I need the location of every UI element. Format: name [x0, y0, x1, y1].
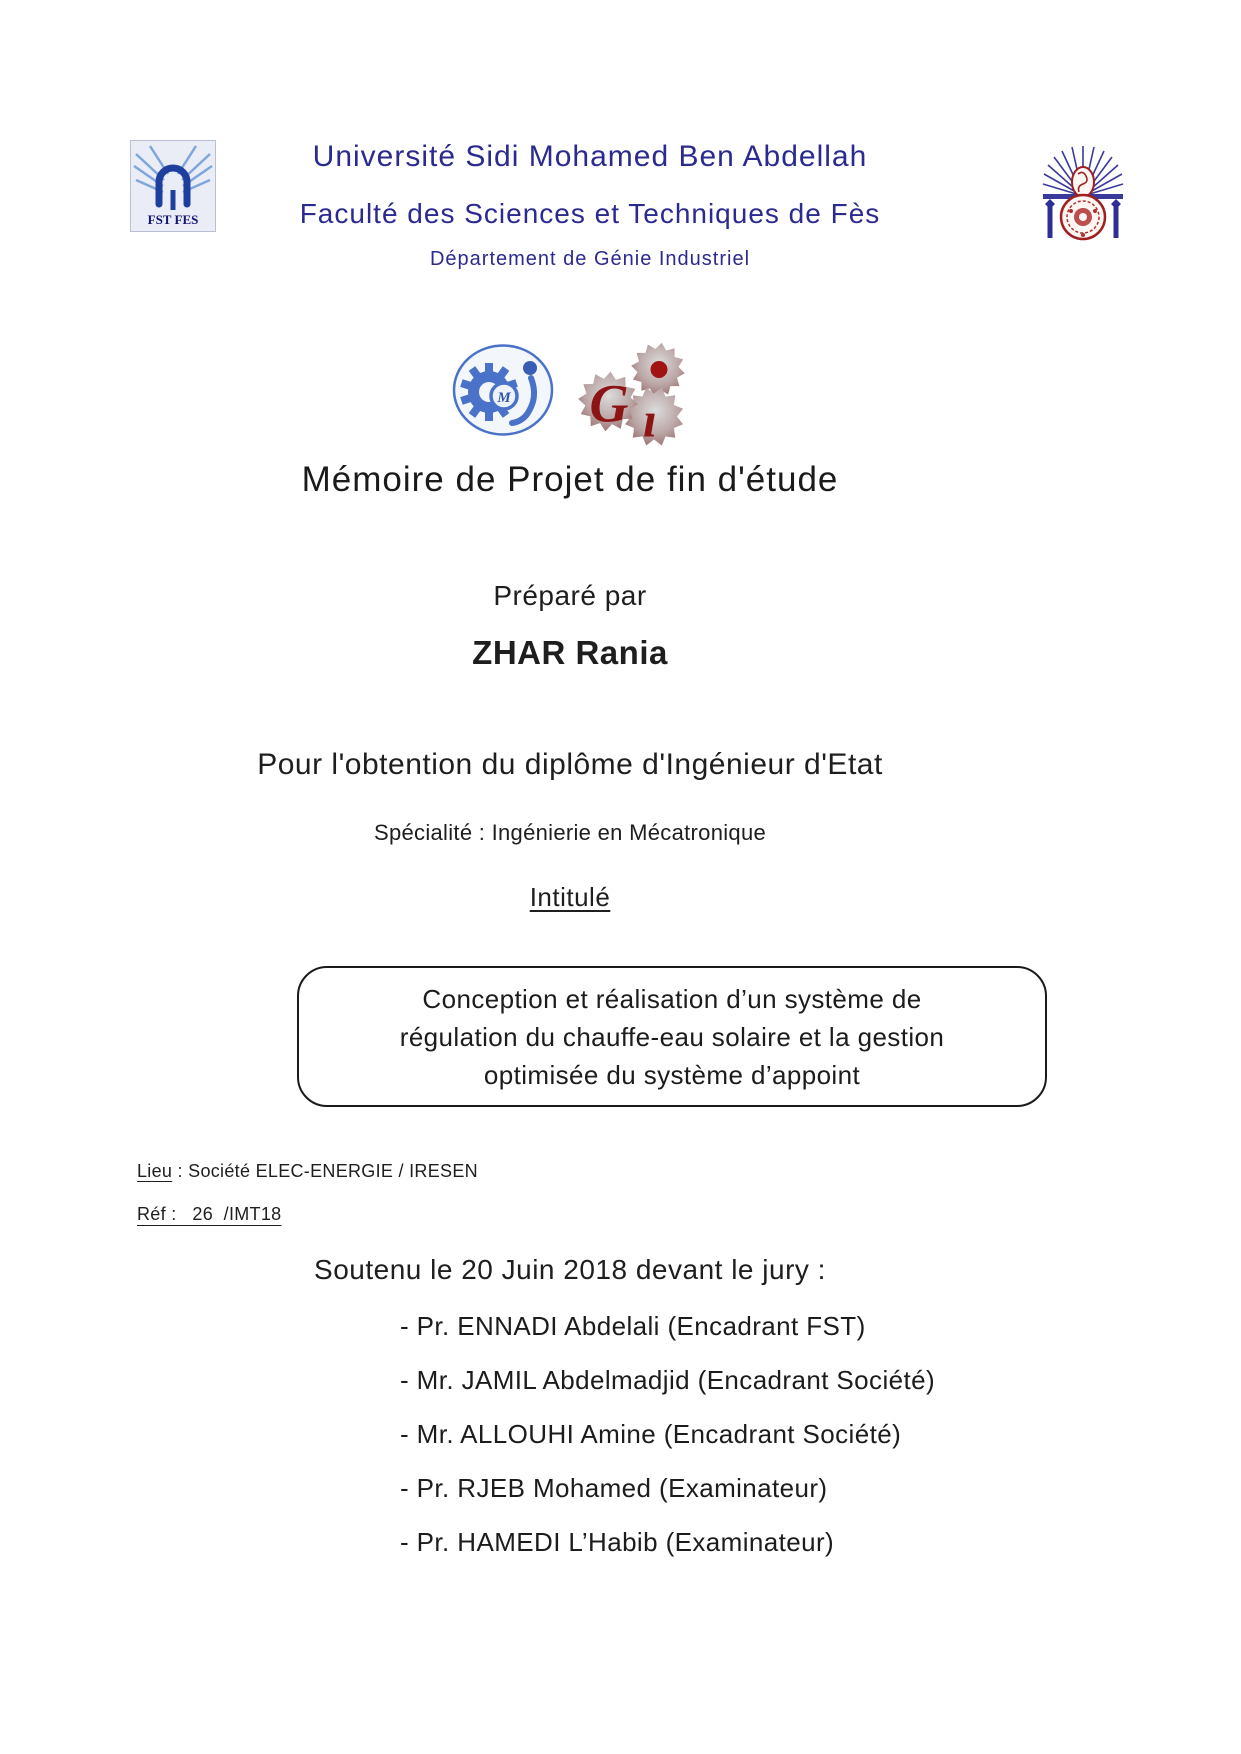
specialty-line: Spécialité : Ingénierie en Mécatronique: [373, 820, 767, 845]
location-value: : Société ELEC-ENERGIE / IRESEN: [172, 1161, 478, 1181]
jury-member: - Pr. HAMEDI L’Habib (Examinateur): [400, 1527, 835, 1557]
jury-member: - Pr. RJEB Mohamed (Examinateur): [400, 1473, 828, 1503]
diploma-purpose: Pour l'obtention du diplôme d'Ingénieur d'Etat: [257, 748, 883, 781]
prepared-by-label: Préparé par: [493, 580, 647, 611]
location-line: [137, 1161, 478, 1182]
mechatronics-logo-graphic: [452, 344, 554, 436]
genie-industriel-logo: [576, 340, 691, 448]
mechatronics-logo: [452, 344, 554, 436]
usmba-seal-graphic: [1036, 146, 1130, 244]
author-name: ZHAR Rania: [472, 634, 668, 671]
mechatronics-letter: M: [497, 390, 511, 406]
usmba-seal-logo: [1036, 146, 1130, 244]
project-title-box: [297, 966, 1047, 1107]
gi-logo-graphic: [576, 340, 691, 448]
location-label: Lieu: [137, 1161, 173, 1181]
gi-letter-g: G: [589, 373, 629, 434]
reference-line: Réf : 26 /IMT18: [137, 1204, 282, 1224]
project-title-line: optimisée du système d’appoint: [483, 1059, 861, 1090]
title-label-text: Intitulé: [529, 882, 611, 912]
university-name: Université Sidi Mohamed Ben Abdellah: [312, 140, 868, 173]
jury-member: - Mr. ALLOUHI Amine (Encadrant Société): [400, 1419, 902, 1449]
defense-intro: Soutenu le 20 Juin 2018 devant le jury :: [314, 1254, 826, 1285]
project-title-line: régulation du chauffe-eau solaire et la gestion: [399, 1021, 945, 1052]
jury-member: - Pr. ENNADI Abdelali (Encadrant FST): [400, 1311, 866, 1341]
faculty-name: Faculté des Sciences et Techniques de Fès: [299, 198, 881, 229]
jury-member: - Mr. JAMIL Abdelmadjid (Encadrant Société): [400, 1365, 936, 1395]
title-label: [0, 882, 1140, 913]
document-type-title: Mémoire de Projet de fin d'étude: [301, 460, 839, 499]
svg-text:FST FES: FST FES: [147, 212, 199, 227]
department-name: Département de Génie Industriel: [429, 248, 751, 270]
gi-letter-i: ı: [643, 391, 657, 448]
jury-list: [400, 1311, 935, 1581]
project-title-line: Conception et réalisation d’un système de: [422, 983, 922, 1014]
